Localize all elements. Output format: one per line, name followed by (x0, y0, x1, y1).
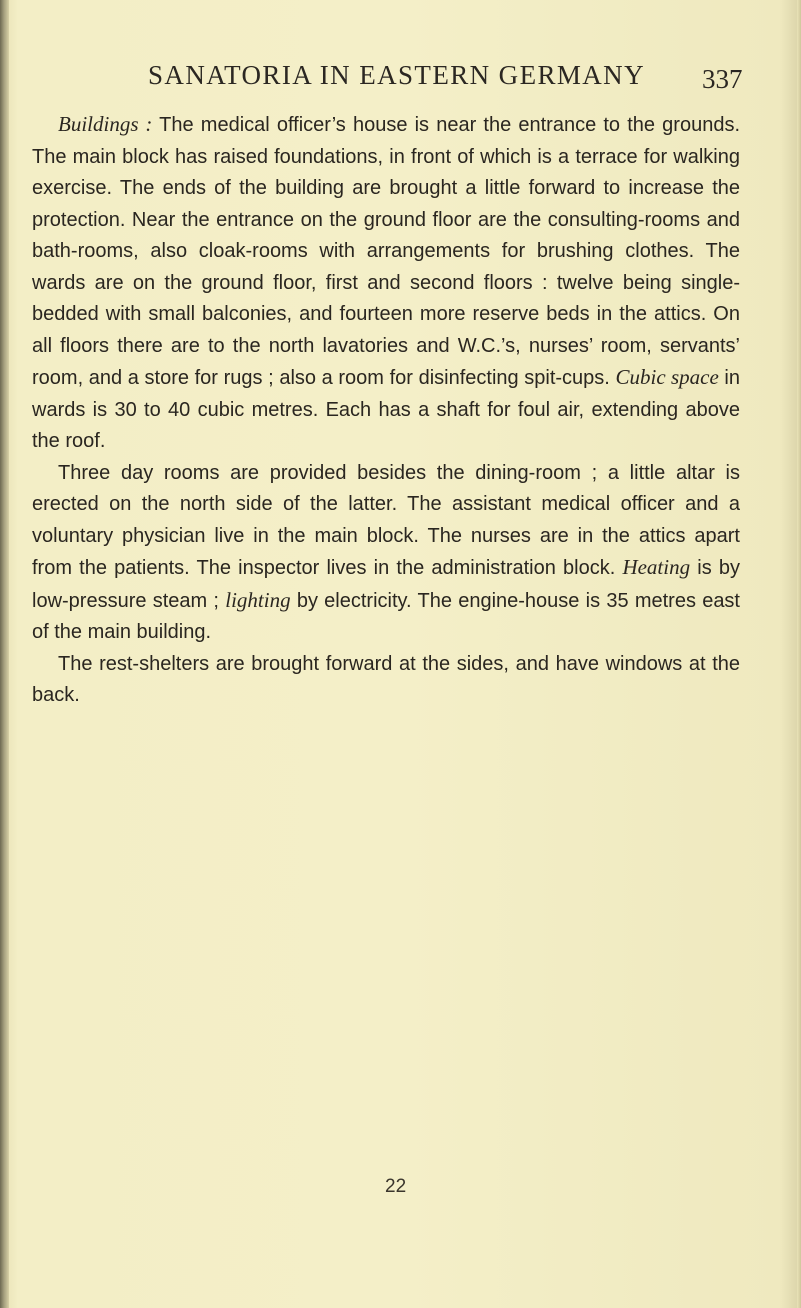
section-heading-buildings: Buildings : (58, 112, 153, 136)
paragraph-day-rooms (32, 458, 740, 649)
page-number: 337 (702, 64, 743, 94)
running-title: SANATORIA IN EASTERN GERMANY (148, 60, 645, 90)
paragraph-text: by electricity. The engine-house is 35 metres east of the main building. (32, 589, 740, 643)
page-gutter-shadow (0, 0, 9, 1308)
paragraph-text: Three day rooms are provided besides the dining-room ; a little altar is erected on the north side of the latter. The assistant medical officer and a voluntary physician live in the main block. The nurses are in the attics apart from the patients. The inspector lives in the administration block. (32, 461, 740, 579)
paragraph-rest-shelters (32, 649, 740, 712)
body-text (32, 109, 740, 712)
folio-number: 22 (385, 1176, 407, 1197)
paragraph-text: The medical officer’s house is near the entrance to the grounds. The main block has raised foundations, in front of which is a terrace for walking exercise. The ends of the building are brought a little forward to increase the protection. Near the entrance on the ground floor are the consulting-rooms and bath-rooms, also cloak-rooms with arrangements for brushing clothes. The wards are on the ground floor, first and second floors : twelve being single-bedded with small balconies, and fourteen more reserve beds in the attics. On all floors there are to the north lavatories and W.C.’s, nurses’ room, servants’ room, and a store for rugs ; also a room for disinfecting spit-cups. (32, 114, 740, 389)
paragraph-text: is by low-pressure steam ; (32, 557, 740, 612)
paragraph-buildings (32, 109, 740, 458)
italic-term-lighting: lighting (225, 587, 291, 612)
italic-term-heating: Heating (622, 555, 691, 579)
paragraph-text: in wards is 30 to 40 cubic metres. Each has a shaft for foul air, extending above the roof. (32, 367, 740, 452)
paragraph-text: The rest-shelters are brought forward at the sides, and have windows at the back. (32, 652, 740, 706)
italic-term-cubic-space: Cubic space (615, 365, 719, 389)
page-edge (797, 0, 801, 1308)
